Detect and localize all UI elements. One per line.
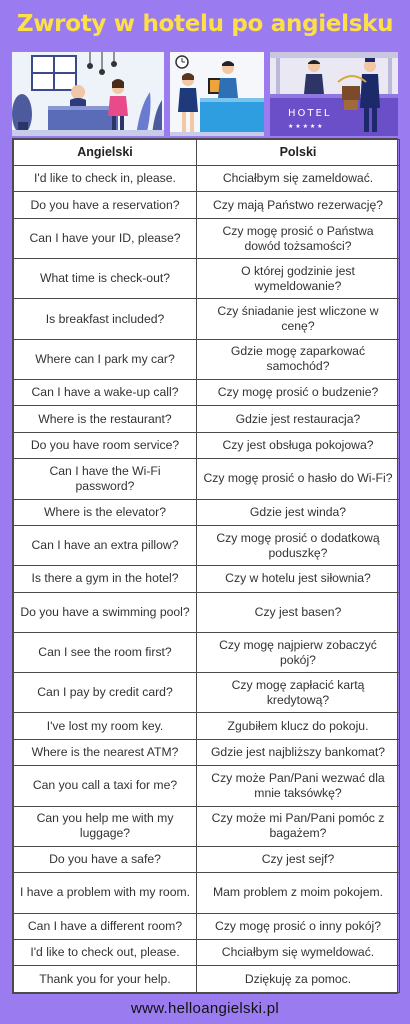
table-row (14, 966, 400, 993)
table-row (14, 259, 400, 299)
polish-phrase: Dziękuję za pomoc. (197, 966, 400, 993)
polish-phrase: Czy mogę prosić o inny pokój? (197, 913, 400, 939)
table-row (14, 499, 400, 525)
english-phrase: Can you call a taxi for me? (14, 766, 197, 806)
english-phrase: Can I have a wake-up call? (14, 379, 197, 405)
polish-phrase: Czy jest obsługa pokojowa? (197, 432, 400, 458)
english-phrase: I've lost my room key. (14, 713, 197, 739)
table-row (14, 166, 400, 192)
reception-desk-illustration (170, 52, 264, 136)
polish-phrase: Czy mogę zapłacić kartą kredytową? (197, 673, 400, 713)
english-phrase: Can I pay by credit card? (14, 673, 197, 713)
polish-phrase: Gdzie jest restauracja? (197, 406, 400, 432)
table-header-row (14, 140, 400, 166)
hotel-sign-text: HOTEL (288, 108, 332, 119)
english-phrase: Where is the elevator? (14, 499, 197, 525)
table-row (14, 459, 400, 499)
polish-phrase: Czy mogę prosić o Państwa dowód tożsamości? (197, 218, 400, 258)
polish-phrase: Czy w hotelu jest siłownia? (197, 566, 400, 592)
table-row (14, 566, 400, 592)
polish-phrase: Czy śniadanie jest wliczone w cenę? (197, 299, 400, 339)
table-row (14, 339, 400, 379)
polish-phrase: Czy mogę prosić o dodatkową poduszkę? (197, 525, 400, 565)
table-row (14, 873, 400, 913)
phrase-table (12, 138, 398, 994)
english-phrase: Where is the restaurant? (14, 406, 197, 432)
hotel-lobby-illustration (12, 52, 164, 136)
table-row (14, 846, 400, 872)
english-phrase: I have a problem with my room. (14, 873, 197, 913)
polish-phrase: Czy mają Państwo rezerwację? (197, 192, 400, 218)
table-row (14, 299, 400, 339)
polish-phrase: Chciałbym się zameldować. (197, 166, 400, 192)
polish-phrase: Czy może mi Pan/Pani pomóc z bagażem? (197, 806, 400, 846)
english-phrase: Is there a gym in the hotel? (14, 566, 197, 592)
illustration-strip (12, 52, 398, 136)
polish-phrase: Czy mogę prosić o budzenie? (197, 379, 400, 405)
table-row (14, 632, 400, 672)
english-phrase: Is breakfast included? (14, 299, 197, 339)
polish-phrase: Gdzie jest winda? (197, 499, 400, 525)
hotel-bellhop-illustration (270, 52, 398, 136)
polish-phrase: Zgubiłem klucz do pokoju. (197, 713, 400, 739)
table-row (14, 592, 400, 632)
polish-phrase: Chciałbym się wymeldować. (197, 939, 400, 965)
svg-text:★ ★ ★ ★ ★: ★ ★ ★ ★ ★ (288, 123, 323, 130)
english-phrase: Thank you for your help. (14, 966, 197, 993)
table-row (14, 673, 400, 713)
table-row (14, 379, 400, 405)
polish-phrase: Czy mogę najpierw zobaczyć pokój? (197, 632, 400, 672)
table-row (14, 406, 400, 432)
english-phrase: Where can I park my car? (14, 339, 197, 379)
table-row (14, 192, 400, 218)
english-phrase: I'd like to check in, please. (14, 166, 197, 192)
table-row (14, 432, 400, 458)
column-header-polish: Polski (197, 140, 400, 166)
table-row (14, 913, 400, 939)
polish-phrase: O której godzinie jest wymeldowanie? (197, 259, 400, 299)
polish-phrase: Gdzie mogę zaparkować samochód? (197, 339, 400, 379)
website-footer: www.helloangielski.pl (130, 1000, 280, 1017)
page-title: Zwroty w hotelu po angielsku (16, 11, 394, 37)
english-phrase: Can I have a different room? (14, 913, 197, 939)
table-row (14, 806, 400, 846)
table-row (14, 713, 400, 739)
english-phrase: Do you have a swimming pool? (14, 592, 197, 632)
table-row (14, 739, 400, 765)
table-row (14, 218, 400, 258)
table-row (14, 525, 400, 565)
english-phrase: What time is check-out? (14, 259, 197, 299)
column-header-english: Angielski (14, 140, 197, 166)
english-phrase: Can I see the room first? (14, 632, 197, 672)
english-phrase: Do you have room service? (14, 432, 197, 458)
english-phrase: Can I have an extra pillow? (14, 525, 197, 565)
english-phrase: Can I have your ID, please? (14, 218, 197, 258)
polish-phrase: Czy jest sejf? (197, 846, 400, 872)
english-phrase: I'd like to check out, please. (14, 939, 197, 965)
table-row (14, 766, 400, 806)
polish-phrase: Mam problem z moim pokojem. (197, 873, 400, 913)
english-phrase: Can you help me with my luggage? (14, 806, 197, 846)
english-phrase: Do you have a reservation? (14, 192, 197, 218)
english-phrase: Where is the nearest ATM? (14, 739, 197, 765)
english-phrase: Can I have the Wi-Fi password? (14, 459, 197, 499)
polish-phrase: Czy mogę prosić o hasło do Wi-Fi? (197, 459, 400, 499)
table-row (14, 939, 400, 965)
polish-phrase: Czy może Pan/Pani wezwać dla mnie taksówkę? (197, 766, 400, 806)
polish-phrase: Gdzie jest najbliższy bankomat? (197, 739, 400, 765)
polish-phrase: Czy jest basen? (197, 592, 400, 632)
english-phrase: Do you have a safe? (14, 846, 197, 872)
